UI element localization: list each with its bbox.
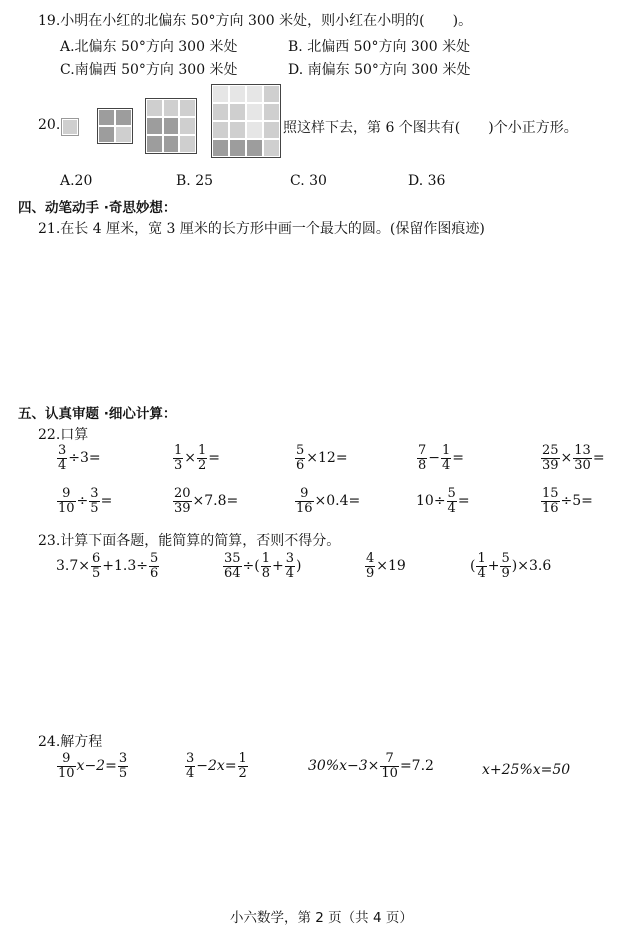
q20-option-b: B. 25 bbox=[176, 173, 214, 189]
q22-title: 22.口算 bbox=[38, 427, 89, 443]
q19-stem: 19.小明在小红的北偏东 50°方向 300 米处，则小红在小明的( )。 bbox=[38, 13, 473, 29]
q20-text: 照这样下去，第 6 个图共有( )个小正方形。 bbox=[283, 120, 578, 136]
q20-figure-4 bbox=[211, 84, 281, 158]
q23-title: 23.计算下面各题，能简算的简算，否则不得分。 bbox=[38, 533, 341, 549]
q22-item-2-4: 10÷ $\frac{5}{4}$ = bbox=[416, 486, 470, 516]
q20-figure-2 bbox=[97, 108, 133, 144]
q24-title: 24.解方程 bbox=[38, 734, 103, 750]
q19-option-c: C.南偏西 50°方向 300 米处 bbox=[60, 62, 238, 78]
q22-item-1-5: $\frac{25}{39}$ × $\frac{13}{30}$ = bbox=[542, 443, 605, 473]
q24-eq-1: $\frac{9}{10}$ x−2= $\frac{3}{5}$ bbox=[58, 751, 128, 781]
q23-expr-2: $\frac{35}{64}$ ÷( $\frac{1}{8}$ + $\frac{3}{4}$ ) bbox=[224, 551, 302, 581]
q22-item-2-5: $\frac{15}{16}$ ÷5= bbox=[542, 486, 593, 516]
q22-item-2-3: $\frac{9}{16}$ ×0.4= bbox=[296, 486, 361, 516]
q21-text: 21.在长 4 厘米，宽 3 厘米的长方形中画一个最大的圆。(保留作图痕迹) bbox=[38, 221, 485, 237]
q22-item-1-1: $\frac{3}{4}$ ÷3= bbox=[58, 443, 101, 473]
q20-figure-1 bbox=[61, 118, 79, 136]
q19-option-d: D. 南偏东 50°方向 300 米处 bbox=[288, 62, 471, 78]
q23-expr-4: ( $\frac{1}{4}$ + $\frac{5}{9}$ )×3.6 bbox=[470, 551, 552, 581]
q20-option-d: D. 36 bbox=[408, 173, 446, 189]
section-5-title: 五、认真审题 ·细心计算： bbox=[18, 406, 177, 422]
q23-expr-1: 3.7× $\frac{6}{5}$ +1.3÷ $\frac{5}{6}$ bbox=[56, 551, 159, 581]
q20-option-a: A.20 bbox=[60, 173, 93, 189]
q22-item-2-2: $\frac{20}{39}$ ×7.8= bbox=[174, 486, 239, 516]
q22-item-1-3: $\frac{5}{6}$ ×12= bbox=[296, 443, 348, 473]
q22-item-1-4: $\frac{7}{8}$ − $\frac{1}{4}$ = bbox=[418, 443, 465, 473]
q23-expr-3: $\frac{4}{9}$ ×19 bbox=[366, 551, 406, 581]
section-4-title: 四、动笔动手 ·奇思妙想： bbox=[18, 200, 177, 216]
q24-eq-3: 30%x−3× $\frac{7}{10}$ =7.2 bbox=[308, 751, 434, 781]
q24-eq-2: $\frac{3}{4}$ −2x= $\frac{1}{2}$ bbox=[186, 751, 247, 781]
page-footer: 小六数学，第 2 页（共 4 页） bbox=[230, 910, 413, 926]
q24-eq-4: x+25%x=50 bbox=[482, 762, 571, 778]
q20-figure-3 bbox=[145, 98, 197, 154]
q20-number: 20. bbox=[38, 117, 61, 133]
q20-option-c: C. 30 bbox=[290, 173, 327, 189]
q19-option-b: B. 北偏西 50°方向 300 米处 bbox=[288, 39, 471, 55]
q19-option-a: A.北偏东 50°方向 300 米处 bbox=[60, 39, 238, 55]
q22-item-1-2: $\frac{1}{3}$ × $\frac{1}{2}$ = bbox=[174, 443, 221, 473]
q22-item-2-1: $\frac{9}{10}$ ÷ $\frac{3}{5}$ = bbox=[58, 486, 113, 516]
